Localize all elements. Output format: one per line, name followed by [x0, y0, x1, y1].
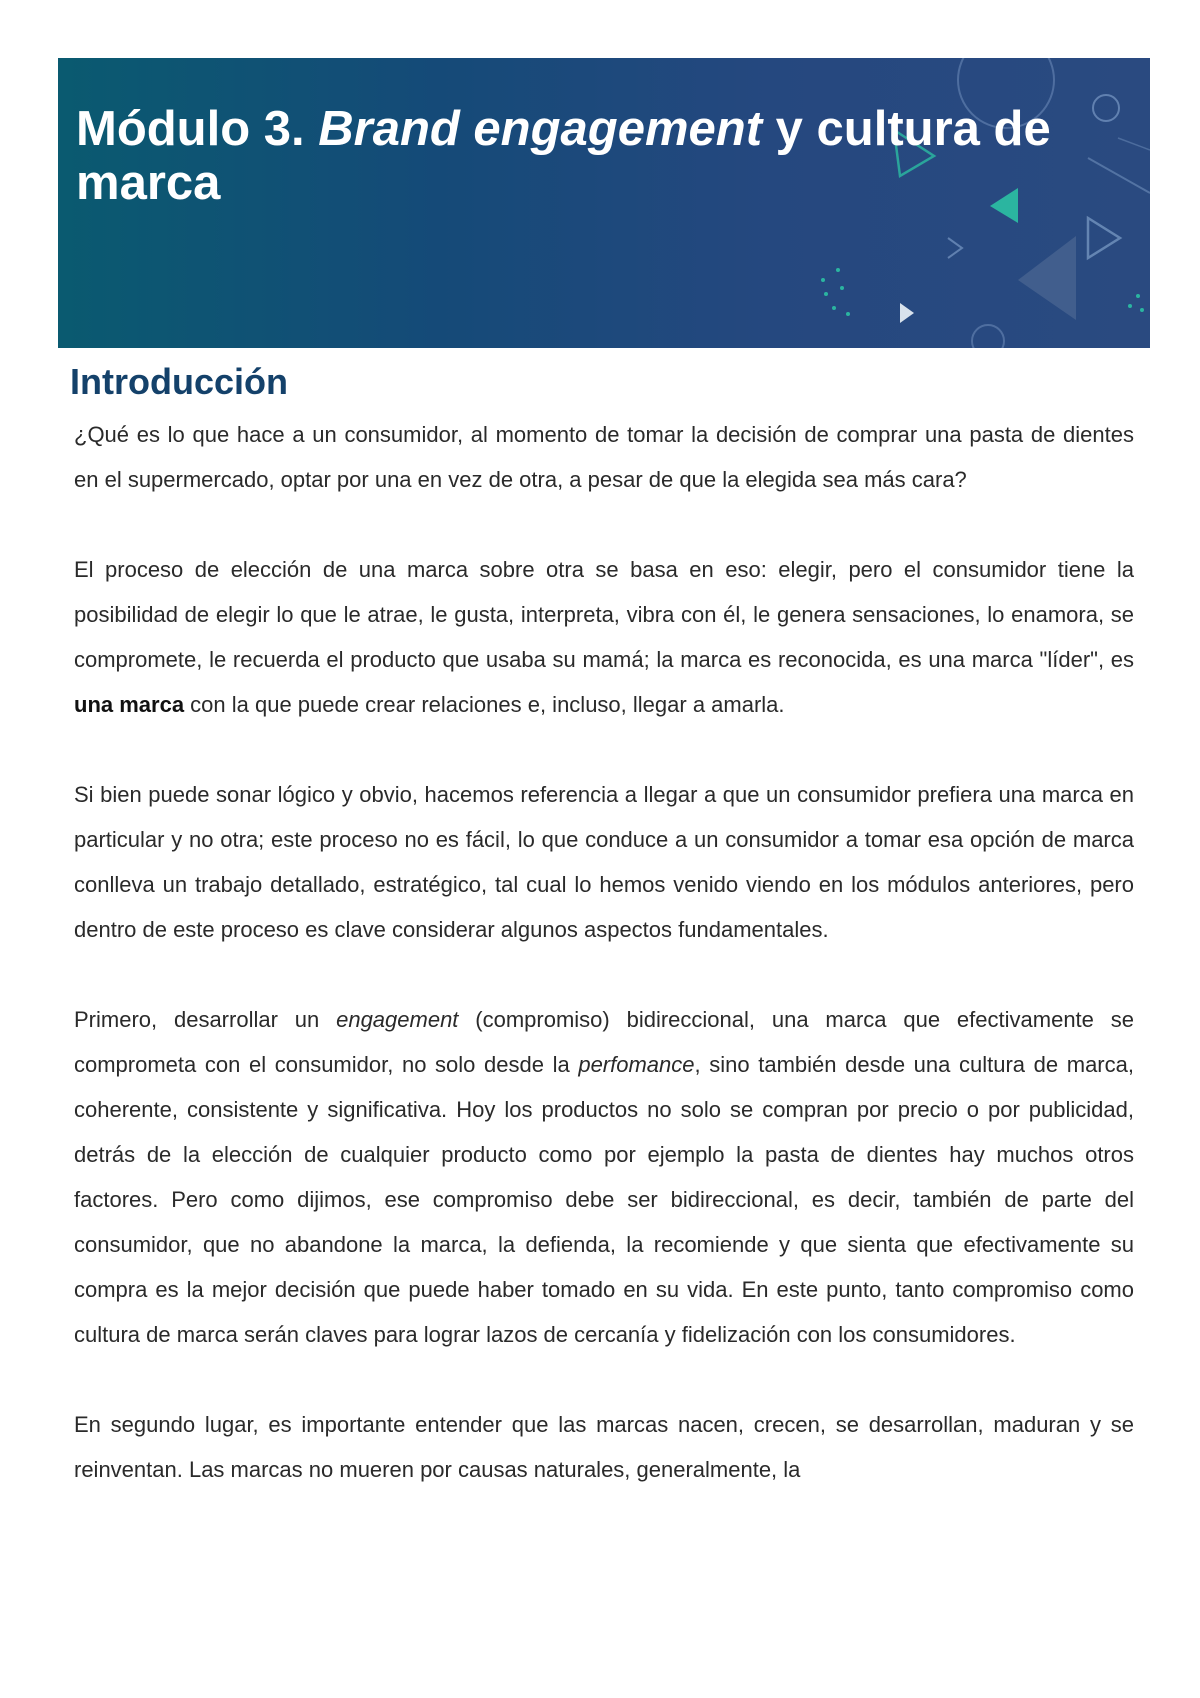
module-title [76, 102, 1076, 210]
decorative-line-2 [1118, 138, 1150, 150]
decorative-circle-bottom [972, 325, 1004, 348]
decorative-dot [821, 278, 825, 282]
decorative-circle-small [1093, 95, 1119, 121]
decorative-dot [1140, 308, 1144, 312]
paragraph-4-part-b: (compromiso) bidireccional, una marca que efectivamente se comprometa con el consumidor, no solo desde la [74, 1007, 1134, 1077]
module-banner [58, 58, 1150, 348]
decorative-dot [1128, 304, 1132, 308]
section-heading-introduccion: Introducción [70, 361, 288, 402]
decorative-dot [832, 306, 836, 310]
decorative-triangle-white [900, 303, 914, 323]
decorative-triangle-outline-right [1088, 218, 1120, 258]
paragraph-2-part-b: con la que puede crear relaciones e, incluso, llegar a amarla. [184, 692, 785, 717]
decorative-line [1088, 158, 1150, 193]
decorative-dot [1136, 294, 1140, 298]
paragraph-1: ¿Qué es lo que hace a un consumidor, al momento de tomar la decisión de comprar una pasta de dientes en el supermercado, optar por una en vez de otra, a pesar de que la elegida sea más cara? [74, 422, 1134, 492]
paragraph-2-bold: una marca [74, 692, 185, 717]
decorative-dot [840, 286, 844, 290]
module-title-prefix: Módulo 3. [76, 102, 319, 156]
decorative-dot [846, 312, 850, 316]
decorative-dot [836, 268, 840, 272]
decorative-chevron [948, 238, 962, 258]
paragraph-2-part-a: El proceso de elección de una marca sobre otra se basa en eso: elegir, pero el consumidor tiene la posibilidad de elegir lo que le atrae, le gusta, interpreta, vibra con él, le genera sensaciones, lo enamora, se compromete, le recuerda el producto que usaba su mamá; la marca es reconocida, es una marca "líder", es [74, 557, 1134, 672]
paragraph-5: En segundo lugar, es importante entender que las marcas nacen, crecen, se desarrollan, maduran y se reinventan. Las marcas no mueren por causas naturales, generalmente, la [74, 1412, 1134, 1482]
module-title-italic: Brand engagement [318, 102, 763, 156]
paragraph-4-part-a: Primero, desarrollar un [74, 1007, 337, 1032]
paragraph-4-italic-engagement: engagement [336, 1007, 459, 1032]
paragraph-3: Si bien puede sonar lógico y obvio, hacemos referencia a llegar a que un consumidor prefiera una marca en particular y no otra; este proceso no es fácil, lo que conduce a un consumidor a tomar esa opción de marca conlleva un trabajo detallado, estratégico, tal cual lo hemos venido viendo en los módulos anteriores, pero dentro de este proceso es clave considerar algunos aspectos fundamentales. [74, 782, 1134, 942]
paragraph-4-part-c: , sino también desde una cultura de marca, coherente, consistente y significativa. Hoy los productos no solo se compran por precio o por publicidad, detrás de la elección de cualquier producto como por ejemplo la pasta de dientes hay muchos otros factores. Pero como dijimos, ese compromiso debe ser bidireccional, es decir, también de parte del consumidor, que no abandone la marca, la defienda, la recomiende y que sienta que efectivamente su compra es la mejor decisión que puede haber tomado en su vida. En este punto, tanto compromiso como cultura de marca serán claves para lograr lazos de cercanía y fidelización con los consumidores. [74, 1052, 1134, 1347]
paragraph-4-italic-perfomance: perfomance [578, 1052, 695, 1077]
decorative-dot [824, 292, 828, 296]
decorative-triangle-large [1018, 236, 1076, 320]
document-body [74, 412, 1134, 1537]
paragraph-4 [74, 997, 1134, 1357]
module-title-suffix: y cultura de marca [76, 102, 1051, 210]
paragraph-2 [74, 547, 1134, 727]
